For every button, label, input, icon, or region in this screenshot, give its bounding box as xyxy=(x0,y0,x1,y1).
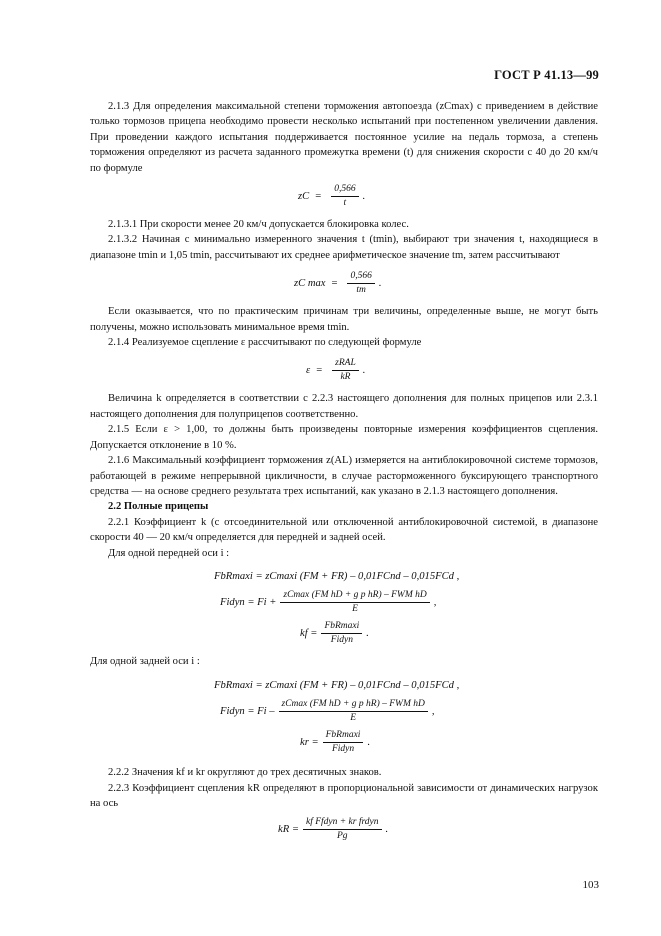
formula-rear-fbrmax-text: FbRmaxi = zCmaxi (FM + FR) – 0,01FCnd – 0,015FCd , xyxy=(214,679,460,691)
formula-front-fidyn-fraction xyxy=(280,590,429,615)
formula-zcmax-den: tm xyxy=(356,285,366,296)
paragraph-front-axle: Для одной передней оси i : xyxy=(108,547,230,559)
formula-rear-kr-tail: . xyxy=(367,737,371,749)
formula-epsilon-fraction xyxy=(332,358,359,383)
formula-front-fidyn-lhs: Fidyn = Fi + xyxy=(220,597,277,609)
formula-zc-fraction xyxy=(331,184,358,209)
formula-front-kf-lhs: kf = xyxy=(300,628,318,640)
formula-front-kf-fraction xyxy=(321,621,362,646)
formula-zcmax-tail: . xyxy=(378,278,382,290)
formula-front-fidyn-tail: , xyxy=(433,597,437,609)
paragraph-2-2-2: 2.2.2 Значения kf и kr округляют до трех десятичных знаков. xyxy=(108,767,382,779)
formula-front-kf-den: Fidyn xyxy=(330,635,353,646)
formula-rear-fidyn-num: zCmax (FM hD + g p hR) – FWM hD xyxy=(279,699,428,712)
formula-rear-fidyn-tail: , xyxy=(431,706,435,718)
formula-zcmax: zC max = $\frac{0,566}{tm}$ . xyxy=(294,271,382,296)
paragraph-k-definition: Величина k определяется в соответствии с 2.2.3 настоящего дополнения для полных прицепов или 2.3.1 настоящего дополнения для полуприцепов соответственно. xyxy=(90,393,598,420)
document-body xyxy=(90,99,598,842)
formula-front-kf-tail: . xyxy=(366,628,369,640)
formula-zc: zC = $\frac{0,566}{t}$ . xyxy=(298,184,366,209)
formula-zcmax-num: 0,566 xyxy=(347,271,374,284)
formula-zcmax-fraction xyxy=(347,271,374,296)
paragraph-2-2-3: 2.2.3 Коэффициент сцепления kR определяют в пропорциональной зависимости от динамических нагрузок на ось xyxy=(90,782,598,809)
formula-epsilon-tail: . xyxy=(362,365,366,377)
paragraph-2-1-4: 2.1.4 Реализуемое сцепление ε рассчитывают по следующей формуле xyxy=(108,337,422,349)
formula-rear-kr xyxy=(300,730,598,755)
formula-front-kf xyxy=(300,621,598,646)
section-heading-2-2: 2.2 Полные прицепы xyxy=(108,501,209,513)
paragraph-2-1-3-2: 2.1.3.2 Начиная с минимально измеренного значения t (tmin), выбирают три значения t, находящиеся в диапазоне tmin и 1,05 tmin, рассчитывают их среднее арифметическое значение tm, затем рассчитывают xyxy=(90,234,598,261)
formula-rear-kr-num: FbRmaxi xyxy=(323,730,364,743)
paragraph-2-1-3-1: 2.1.3.1 При скорости менее 20 км/ч допускается блокировка колес. xyxy=(108,219,409,231)
formula-rear-kr-lhs: kr = xyxy=(300,737,319,749)
paragraph-2-1-5: 2.1.5 Если ε > 1,00, то должны быть произведены повторные измерения коэффициентов сцепления. Допускается отклонение в 10 %. xyxy=(90,424,598,451)
formula-front-fidyn xyxy=(220,590,598,615)
formula-zc-tail: . xyxy=(362,190,366,202)
paragraph-practical: Если оказывается, что по практическим причинам три величины, определенные выше, не могут быть получены, можно использовать минимальное время tmin. xyxy=(90,306,598,333)
formula-front-fbrmax xyxy=(214,569,598,584)
formula-zcmax-lhs: zC max xyxy=(294,278,326,290)
formula-zc-lhs: zC xyxy=(298,190,310,202)
formula-rear-kr-fraction xyxy=(323,730,364,755)
formula-kr-total-tail: . xyxy=(385,824,389,836)
formula-epsilon-num: zRAL xyxy=(332,358,359,371)
formula-rear-fidyn-fraction xyxy=(279,699,428,724)
formula-front-fidyn-den: E xyxy=(352,604,358,615)
paragraph-2-1-3: 2.1.3 Для определения максимальной степени торможения автопоезда (zCmax) с приведением в действие только тормозов прицепа необходимо провести несколько испытаний при постепенном увеличении давления. При проведении каждого испытания поддерживается постоянное усилие на педаль тормоза, а степень торможения определяют из расчета заданного промежутка времени (t) для снижения скорости с 40 до 20 км/ч по формуле xyxy=(90,101,598,174)
formula-rear-fbrmax xyxy=(214,678,598,693)
formula-kr-total xyxy=(278,817,598,842)
formula-rear-fidyn xyxy=(220,699,598,724)
standard-header: ГОСТ Р 41.13—99 xyxy=(494,68,599,82)
formula-epsilon-den: kR xyxy=(340,372,351,383)
formula-front-fbrmax-text: FbRmaxi = zCmaxi (FM + FR) – 0,01FCnd – 0,015FCd , xyxy=(214,570,460,582)
formula-rear-kr-den: Fidyn xyxy=(331,744,355,755)
paragraph-2-2-1: 2.2.1 Коэффициент k (с отсоединительной или отключенной антиблокировочной системой, в диапазоне скорости 40 — 20 км/ч определяется для передней и задней осей. xyxy=(90,516,598,544)
formula-zc-num: 0,566 xyxy=(331,184,358,197)
formula-kr-total-lhs: kR = xyxy=(278,824,299,836)
formula-kr-total-fraction xyxy=(303,817,382,842)
formula-rear-fidyn-lhs: Fidyn = Fi – xyxy=(220,706,275,718)
formula-front-kf-num: FbRmaxi xyxy=(321,621,362,634)
formula-front-fidyn-num: zCmax (FM hD + g p hR) – FWM hD xyxy=(280,590,429,603)
paragraph-rear-axle: Для одной задней оси i : xyxy=(90,656,200,668)
formula-kr-total-num: kf Ffdyn + kr frdyn xyxy=(303,817,382,830)
formula-epsilon-lhs: ε xyxy=(306,365,311,377)
formula-zc-den: t xyxy=(343,198,347,209)
page-number: 103 xyxy=(582,879,599,891)
formula-rear-fidyn-den: E xyxy=(350,713,357,724)
paragraph-2-1-6: 2.1.6 Максимальный коэффициент торможения z(AL) измеряется на антиблокировочной системе тормозов, работающей в режиме непрерывной цикличности, в случае расторможенного буксирующего транспортного средства — на основе среднего результата трех испытаний, как указано в 2.1.3 настоящего дополнения. xyxy=(90,455,598,497)
formula-epsilon: ε = $\frac{\text{zRAL}}{kR}$ . xyxy=(306,358,366,383)
formula-kr-total-den: Pg xyxy=(336,831,348,842)
